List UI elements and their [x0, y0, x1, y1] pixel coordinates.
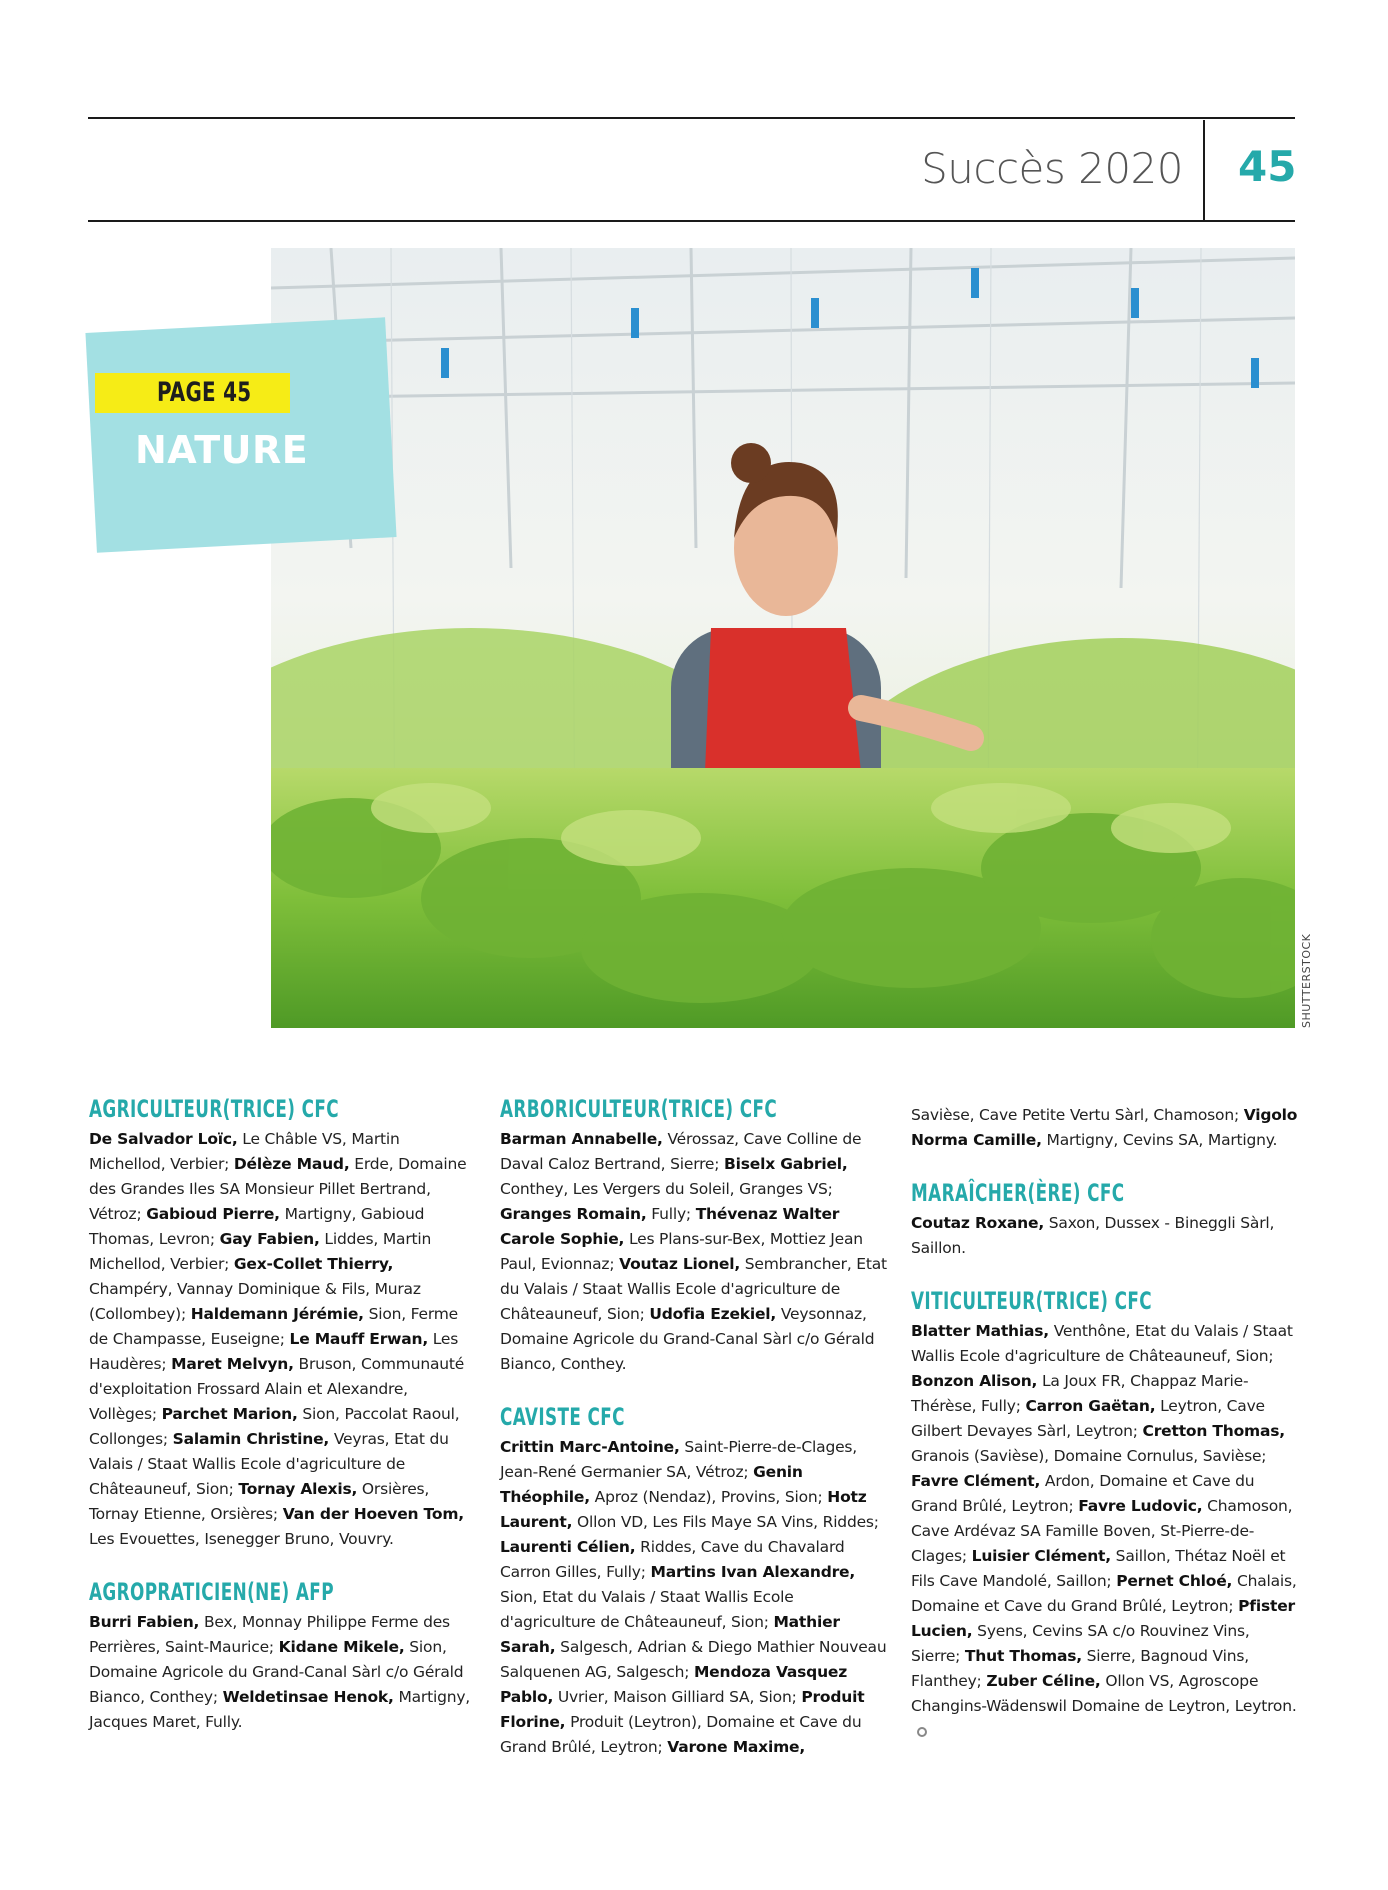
- entry-name: Varone Maxime,: [667, 1738, 806, 1756]
- section-body: [911, 1211, 1301, 1261]
- entry-text: Bruson, Communauté d'exploitation Frossard Alain et Alexandre, Vollèges;: [89, 1355, 465, 1423]
- entry-text: Martigny, Cevins SA, Martigny.: [1041, 1131, 1278, 1149]
- entry-name: Carron Gaëtan,: [1025, 1397, 1156, 1415]
- entry-text: Salgesch, Adrian & Diego Mathier Nouveau Salquenen AG, Salgesch;: [500, 1638, 887, 1681]
- entry-text: Fully;: [646, 1205, 696, 1223]
- entry-name: Mendoza Vasquez Pablo,: [500, 1663, 848, 1706]
- entry-name: Haldemann Jérémie,: [190, 1305, 364, 1323]
- entry-text: Le Châble VS, Martin Michellod, Verbier;: [89, 1130, 400, 1173]
- section-body: [500, 1127, 890, 1377]
- entry-text: Martigny, Gabioud Thomas, Levron;: [89, 1205, 425, 1248]
- section-heading: CAVISTE CFC: [500, 1403, 625, 1431]
- entry-text: Conthey, Les Vergers du Soleil, Granges VS;: [500, 1180, 833, 1198]
- entry-text: Vérossaz, Cave Colline de Daval Caloz Bertrand, Sierre;: [500, 1130, 862, 1173]
- entry-name: Délèze Maud,: [233, 1155, 350, 1173]
- entry-name: Thut Thomas,: [964, 1647, 1082, 1665]
- entry-text: Les Evouettes, Isenegger Bruno, Vouvry.: [89, 1530, 394, 1548]
- entry-text: Ollon VD, Les Fils Maye SA Vins, Riddes;: [572, 1513, 879, 1531]
- entry-name: Produit Florine,: [500, 1688, 865, 1731]
- entry-text: Sembrancher, Etat du Valais / Staat Wallis Ecole d'agriculture de Châteauneuf, Sion;: [500, 1255, 887, 1323]
- entry-name: De Salvador Loïc,: [89, 1130, 238, 1148]
- entry-name: Parchet Marion,: [161, 1405, 298, 1423]
- header-bottom-rule: [88, 220, 1295, 222]
- entry-name: Weldetinsae Henok,: [222, 1688, 394, 1706]
- entry-name: Favre Clément,: [911, 1472, 1041, 1490]
- entry-name: Van der Hoeven Tom,: [282, 1505, 464, 1523]
- entry-name: Salamin Christine,: [172, 1430, 330, 1448]
- entry-name: Pfister Lucien,: [911, 1597, 1295, 1640]
- entry-name: Le Mauff Erwan,: [289, 1330, 429, 1348]
- header-divider: [1203, 120, 1205, 220]
- section-agriculteur: [89, 1095, 479, 1552]
- page-number: 45: [1238, 142, 1297, 191]
- section-heading: VITICULTEUR(TRICE) CFC: [911, 1287, 1153, 1315]
- entry-text: Liddes, Martin Michellod, Verbier;: [89, 1230, 432, 1273]
- section-agropraticien: [89, 1578, 479, 1735]
- section-heading: AGRICULTEUR(TRICE) CFC: [89, 1095, 340, 1123]
- page-badge: [95, 373, 290, 413]
- entry-text: Sion, Paccolat Raoul, Collonges;: [89, 1405, 460, 1448]
- entry-name: Bonzon Alison,: [911, 1372, 1038, 1390]
- section-body: [911, 1103, 1301, 1153]
- section-arboriculteur: [500, 1095, 890, 1377]
- entry-text: Chalais, Domaine et Cave du Grand Brûlé, Leytron;: [911, 1572, 1297, 1615]
- entry-name: Coutaz Roxane,: [911, 1214, 1045, 1232]
- entry-text: Veysonnaz, Domaine Agricole du Grand-Canal Sàrl c/o Gérald Bianco, Conthey.: [500, 1305, 875, 1373]
- entry-name: Mathier Sarah,: [500, 1613, 840, 1656]
- entry-text: Produit (Leytron), Domaine et Cave du Grand Brûlé, Leytron;: [500, 1713, 862, 1756]
- entry-name: Tornay Alexis,: [238, 1480, 358, 1498]
- entry-name: Barman Annabelle,: [500, 1130, 663, 1148]
- entry-name: Laurenti Célien,: [500, 1538, 636, 1556]
- entry-name: Voutaz Lionel,: [619, 1255, 741, 1273]
- end-mark-icon: [917, 1727, 927, 1737]
- entry-text: Sion, Domaine Agricole du Grand-Canal Sàrl c/o Gérald Bianco, Conthey;: [89, 1638, 464, 1706]
- entry-text: Saillon, Thétaz Noël et Fils Cave Mandolé, Saillon;: [911, 1547, 1286, 1590]
- entry-name: Udofia Ezekiel,: [649, 1305, 777, 1323]
- section-body: [911, 1319, 1301, 1744]
- entry-name: Vigolo Norma Camille,: [911, 1106, 1298, 1149]
- entry-text: Ardon, Domaine et Cave du Grand Brûlé, Leytron;: [911, 1472, 1255, 1515]
- entry-text: Veyras, Etat du Valais / Staat Wallis Ecole d'agriculture de Châteauneuf, Sion;: [89, 1430, 449, 1498]
- entry-name: Cretton Thomas,: [1142, 1422, 1285, 1440]
- entry-name: Zuber Céline,: [986, 1672, 1101, 1690]
- entry-text: La Joux FR, Chappaz Marie-Thérèse, Fully;: [911, 1372, 1249, 1415]
- entry-name: Martins Ivan Alexandre,: [650, 1563, 856, 1581]
- section-body: [89, 1610, 479, 1735]
- photo-credit: SHUTTERSTOCK: [1300, 933, 1313, 1028]
- entry-name: Hotz Laurent,: [500, 1488, 867, 1531]
- entry-text: Granois (Savièse), Domaine Cornulus, Savièse;: [911, 1447, 1267, 1465]
- section-body: [89, 1127, 479, 1552]
- entry-text: Les Plans-sur-Bex, Mottiez Jean Paul, Evionnaz;: [500, 1230, 863, 1273]
- entry-text: Les Haudères;: [89, 1330, 459, 1373]
- entry-text: Sion, Ferme de Champasse, Euseigne;: [89, 1305, 459, 1348]
- section-heading: MARAÎCHER(ÈRE) CFC: [911, 1179, 1125, 1207]
- section-maraicher: [911, 1179, 1301, 1261]
- entry-name: Maret Melvyn,: [171, 1355, 294, 1373]
- column-1: [89, 1095, 479, 1761]
- entry-name: Kidane Mikele,: [278, 1638, 405, 1656]
- section-caviste-continued: [911, 1103, 1301, 1153]
- section-caviste: [500, 1403, 890, 1760]
- entry-text: Erde, Domaine des Grandes Iles SA Monsieur Pillet Bertrand, Vétroz;: [89, 1155, 467, 1223]
- header-top-rule: [88, 117, 1295, 119]
- greenhouse-photo: [271, 248, 1295, 1028]
- section-viticulteur: [911, 1287, 1301, 1744]
- entry-text: Aproz (Nendaz), Provins, Sion;: [589, 1488, 828, 1506]
- entry-text: Orsières, Tornay Etienne, Orsières;: [89, 1480, 430, 1523]
- entry-text: Savièse, Cave Petite Vertu Sàrl, Chamoson;: [911, 1106, 1244, 1124]
- entry-name: Biselx Gabriel,: [724, 1155, 848, 1173]
- entry-text: Bex, Monnay Philippe Ferme des Perrières, Saint-Maurice;: [89, 1613, 450, 1656]
- column-3: [911, 1103, 1301, 1770]
- entry-text: Chamoson, Cave Ardévaz SA Famille Boven, St-Pierre-de-Clages;: [911, 1497, 1293, 1565]
- entry-text: Riddes, Cave du Chavalard Carron Gilles, Fully;: [500, 1538, 845, 1581]
- entry-name: Genin Théophile,: [500, 1463, 803, 1506]
- section-heading: ARBORICULTEUR(TRICE) CFC: [500, 1095, 778, 1123]
- entry-text: Sierre, Bagnoud Vins, Flanthey;: [911, 1647, 1249, 1690]
- entry-text: Champéry, Vannay Dominique & Fils, Muraz (Collombey);: [89, 1280, 421, 1323]
- entry-name: Gex-Collet Thierry,: [233, 1255, 394, 1273]
- entry-name: Granges Romain,: [500, 1205, 647, 1223]
- page-badge-label: PAGE 45: [157, 377, 252, 408]
- entry-name: Blatter Mathias,: [911, 1322, 1049, 1340]
- section-title: NATURE: [135, 428, 309, 472]
- section-body: [500, 1435, 890, 1760]
- column-2: [500, 1095, 890, 1786]
- entry-name: Gabioud Pierre,: [146, 1205, 280, 1223]
- entry-text: Saint-Pierre-de-Clages, Jean-René Germanier SA, Vétroz;: [500, 1438, 858, 1481]
- magazine-title: Succès 2020: [921, 144, 1183, 193]
- entry-text: Ollon VS, Agroscope Changins-Wädenswil Domaine de Leytron, Leytron.: [911, 1672, 1297, 1715]
- entry-text: Uvrier, Maison Gilliard SA, Sion;: [553, 1688, 802, 1706]
- entry-name: Luisier Clément,: [971, 1547, 1111, 1565]
- entry-name: Favre Ludovic,: [1078, 1497, 1203, 1515]
- entry-name: Burri Fabien,: [89, 1613, 200, 1631]
- entry-text: Leytron, Cave Gilbert Devayes Sàrl, Leytron;: [911, 1397, 1265, 1440]
- entry-text: Saxon, Dussex - Bineggli Sàrl, Saillon.: [911, 1214, 1275, 1257]
- entry-name: Crittin Marc-Antoine,: [500, 1438, 680, 1456]
- entry-name: Pernet Chloé,: [1116, 1572, 1233, 1590]
- entry-name: Thévenaz Walter Carole Sophie,: [500, 1205, 840, 1248]
- entry-text: Sion, Etat du Valais / Staat Wallis Ecole d'agriculture de Châteauneuf, Sion;: [500, 1588, 794, 1631]
- entry-text: Syens, Cevins SA c/o Rouvinez Vins, Sierre;: [911, 1622, 1250, 1665]
- entry-text: Martigny, Jacques Maret, Fully.: [89, 1688, 471, 1731]
- entry-text: Venthône, Etat du Valais / Staat Wallis Ecole d'agriculture de Châteauneuf, Sion;: [911, 1322, 1293, 1365]
- section-heading: AGROPRATICIEN(NE) AFP: [89, 1578, 334, 1606]
- entry-name: Gay Fabien,: [219, 1230, 320, 1248]
